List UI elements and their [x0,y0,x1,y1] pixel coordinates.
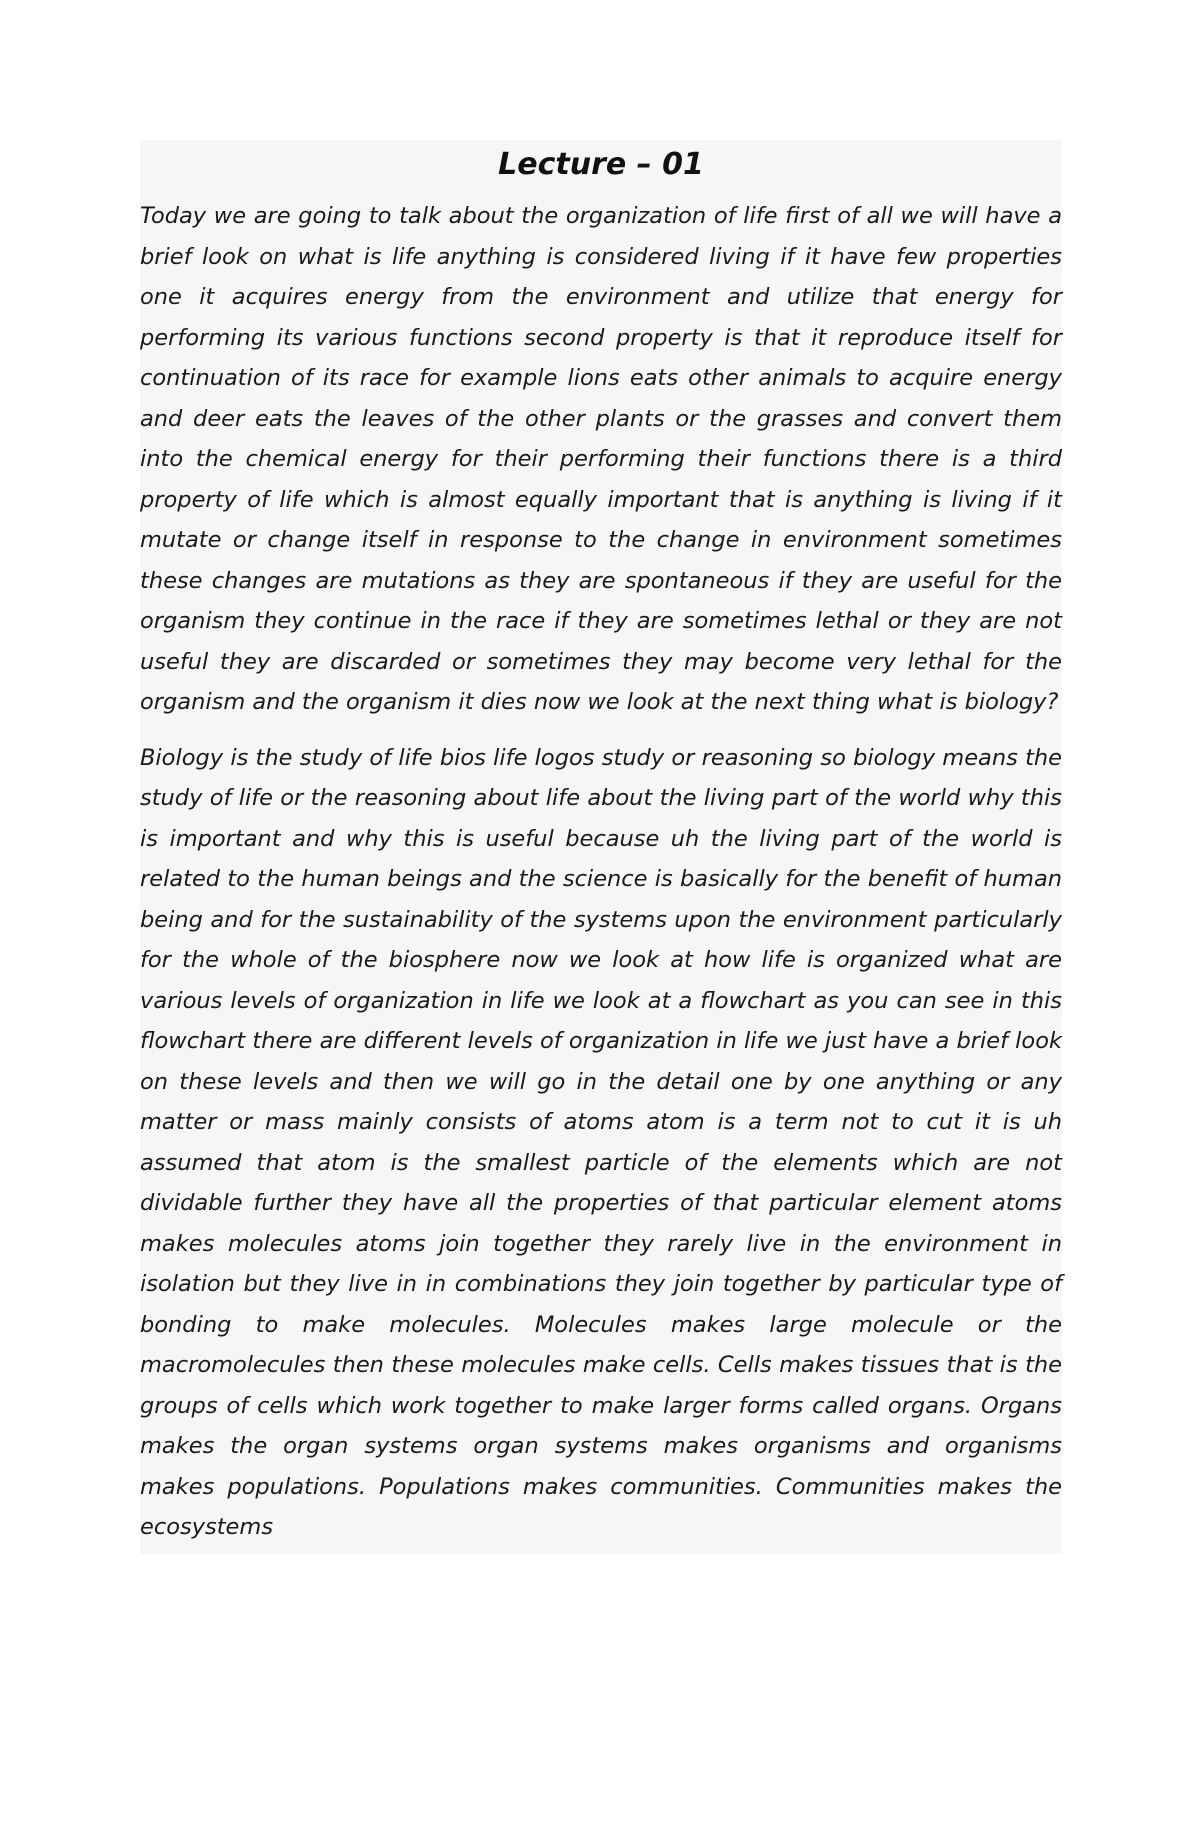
block-bottom-spacer [140,1548,1062,1554]
page-title: Lecture – 01 [498,147,704,182]
lecture-text-block [140,140,1062,1554]
paragraph-organization-of-life: Today we are going to talk about the organization of life first of all we will have a brief look on what is life anything is considered living if it have few properties one it acquires energy from the environment and utilize that energy for performing its various functions second property is that it reproduce itself for continuation of its race for example lions eats other animals to acquire energy and deer eats the leaves of the other plants or the grasses and convert them into the chemical energy for their performing their functions there is a third property of life which is almost equally important that is anything is living if it mutate or change itself in response to the change in environment sometimes these changes are mutations as they are spontaneous if they are useful for the organism they continue in the race if they are sometimes lethal or they are not useful they are discarded or sometimes they may become very lethal for the organism and the organism it dies now we look at the next thing what is biology? [140,203,1062,715]
paragraph-what-is-biology: Biology is the study of life bios life logos study or reasoning so biology means the study of life or the reasoning about life about the living part of the world why this is important and why this is useful because uh the living part of the world is related to the human beings and the science is basically for the benefit of human being and for the sustainability of the systems upon the environment particularly for the whole of the biosphere now we look at how life is organized what are various levels of organization in life we look at a flowchart as you can see in this flowchart there are different levels of organization in life we just have a brief look on these levels and then we will go in the detail one by one anything or any matter or mass mainly consists of atoms atom is a term not to cut it is uh assumed that atom is the smallest particle of the elements which are not dividable further they have all the properties of that particular element atoms makes molecules atoms join together they rarely live in the environment in isolation but they live in in combinations they join together by particular type of bonding to make molecules. Molecules makes large molecule or the macromolecules then these molecules make cells. Cells makes tissues that is the groups of cells which work together to make larger forms called organs. Organs makes the organ systems organ systems makes organisms and organisms makes populations. Populations makes communities. Communities makes the ecosystems [140,744,1062,1540]
